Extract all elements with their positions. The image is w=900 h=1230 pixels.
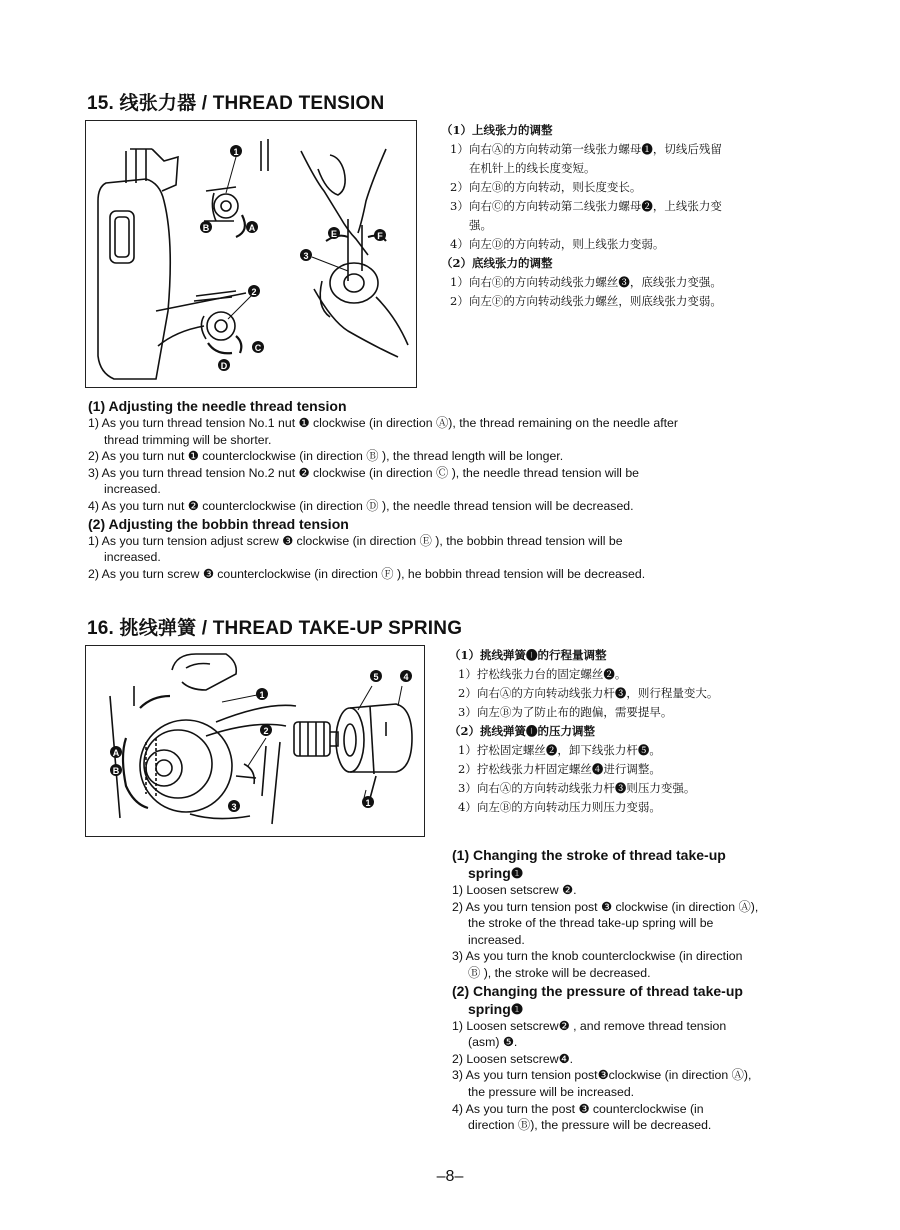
sec15-en-line: 2) As you turn screw ❸ counterclockwise (in direction Ⓕ ), he bobbin thread tension will be decreased.: [88, 566, 646, 581]
takeup-spring-figure: [85, 645, 425, 837]
sec15-en-line: 1) As you turn thread tension No.1 nut ❶ clockwise (in direction Ⓐ), the thread remaining on the needle after: [88, 416, 678, 430]
svg-text:4: 4: [403, 672, 409, 682]
thread-tension-figure: [85, 120, 417, 388]
sec16-zh-line: 3）向右Ⓐ的方向转动线张力杆❸则压力变强。: [458, 781, 696, 795]
sec15-zh-line: 在机针上的线长度变短。: [469, 161, 596, 175]
page-number: –8–: [436, 1168, 464, 1185]
svg-text:D: D: [220, 361, 228, 371]
svg-text:A: A: [248, 223, 256, 233]
sec16-en-line: spring❶: [468, 1000, 524, 1017]
sec16-en-line: (asm) ❺.: [468, 1035, 518, 1050]
sec16-en-line: 4) As you turn the post ❸ counterclockwise (in: [452, 1101, 704, 1116]
sec16-en-line: 2) Loosen setscrew❹.: [452, 1051, 574, 1066]
svg-text:5: 5: [373, 672, 379, 682]
sec15-en-line: 2) As you turn nut ❶ counterclockwise (in direction Ⓑ ), the thread length will be longer.: [88, 449, 564, 464]
sec15-zh-line: （1）上线张力的调整: [441, 123, 553, 137]
sec15-zh-line: 强。: [469, 218, 492, 232]
sec16-zh-line: （1）挑线弹簧❶的行程量调整: [449, 648, 607, 662]
sec15-zh-line: 1）向右Ⓔ的方向转动线张力螺丝❸，底线张力变强。: [450, 275, 722, 289]
sec16-en-line: 3) As you turn tension post❸clockwise (in direction Ⓐ),: [452, 1068, 752, 1083]
svg-text:C: C: [254, 343, 262, 353]
thread-tension-illustration: [86, 121, 416, 387]
sec16-zh-line: （2）挑线弹簧❶的压力调整: [449, 724, 596, 738]
takeup-spring-illustration: [86, 646, 424, 836]
svg-text:F: F: [377, 231, 383, 241]
sec15-en-line: 4) As you turn nut ❷ counterclockwise (in direction Ⓓ ), the needle thread tension will be decreased.: [88, 498, 634, 513]
sec16-zh-line: 3）向左Ⓑ为了防止布的跑偏，需要提早。: [458, 705, 673, 719]
sec16-en-line: the stroke of the thread take-up spring will be: [468, 916, 714, 931]
callout-1: 1: [233, 147, 239, 157]
sec15-en-line: thread trimming will be shorter.: [104, 432, 272, 447]
sec16-zh-line: 4）向左Ⓑ的方向转动压力则压力变弱。: [458, 800, 661, 814]
sec16-en-line: increased.: [468, 932, 525, 947]
sec15-chinese-text: [441, 121, 722, 311]
svg-text:1: 1: [365, 798, 371, 808]
sec15-en-line: increased.: [104, 482, 161, 497]
sec15-en-line: 1) As you turn tension adjust screw ❸ clockwise (in direction Ⓔ ), the bobbin thread tension will be: [88, 533, 623, 548]
sec16-en-line: the pressure will be increased.: [468, 1084, 635, 1099]
sec16-zh-line: 2）拧松线张力杆固定螺丝❹进行调整。: [458, 762, 661, 776]
svg-text:2: 2: [251, 287, 257, 297]
sec16-en-line: 1) Loosen setscrew ❷.: [452, 883, 577, 897]
sec16-en-line: 1) Loosen setscrew❷ , and remove thread tension: [452, 1018, 727, 1033]
sec16-en-line: 2) As you turn tension post ❸ clockwise (in direction Ⓐ),: [452, 899, 759, 914]
sec15-en-line: increased.: [104, 550, 161, 565]
sec16-en-line: 3) As you turn the knob counterclockwise (in direction: [452, 949, 743, 964]
sec16-en-line: Ⓑ ), the stroke will be decreased.: [468, 965, 651, 980]
sec16-english-text: [452, 846, 804, 1134]
sec15-english-text: [88, 397, 804, 582]
sec15-zh-line: 3）向右Ⓒ的方向转动第二线张力螺母❷，上线张力变: [450, 199, 722, 213]
sec15-zh-line: 4）向左Ⓓ的方向转动，则上线张力变弱。: [450, 237, 665, 251]
svg-text:3: 3: [231, 802, 237, 812]
sec15-en-line: 3) As you turn thread tension No.2 nut ❷ clockwise (in direction Ⓒ ), the needle thread tension will be: [88, 465, 640, 480]
svg-text:E: E: [330, 229, 338, 239]
svg-text:B: B: [202, 223, 210, 233]
svg-text:2: 2: [263, 726, 269, 736]
svg-text:A: A: [112, 748, 120, 758]
sec15-zh-line: （2）底线张力的调整: [441, 256, 553, 270]
sec16-chinese-text: [449, 646, 718, 817]
sec15-zh-line: 1）向右Ⓐ的方向转动第一线张力螺母❶，切线后残留: [450, 142, 722, 156]
sec16-zh-line: 1）拧松固定螺丝❷，卸下线张力杆❺。: [458, 743, 661, 757]
sec16-en-line: direction Ⓑ), the pressure will be decreased.: [468, 1118, 712, 1133]
section-15-title: 15. 线张力器 / THREAD TENSION: [87, 93, 385, 114]
sec15-zh-line: 2）向左Ⓕ的方向转动线张力螺丝，则底线张力变弱。: [450, 294, 722, 308]
sec15-zh-line: 2）向左Ⓑ的方向转动，则长度变长。: [450, 180, 642, 194]
section-16-title: 16. 挑线弹簧 / THREAD TAKE-UP SPRING: [87, 618, 463, 639]
sec16-en-line: spring❶: [468, 865, 524, 881]
sec16-zh-line: 2）向右Ⓐ的方向转动线张力杆❸，则行程量变大。: [458, 686, 719, 700]
svg-text:B: B: [112, 766, 120, 776]
sec16-en-line: (1) Changing the stroke of thread take-up: [452, 847, 726, 863]
svg-text:1: 1: [259, 690, 265, 700]
sec16-en-line: (2) Changing the pressure of thread take-up: [452, 982, 743, 999]
sec15-en-line: (1) Adjusting the needle thread tension: [88, 398, 347, 414]
sec16-zh-line: 1）拧松线张力台的固定螺丝❷。: [458, 667, 627, 681]
svg-text:3: 3: [303, 251, 309, 261]
sec15-en-line: (2) Adjusting the bobbin thread tension: [88, 515, 349, 532]
